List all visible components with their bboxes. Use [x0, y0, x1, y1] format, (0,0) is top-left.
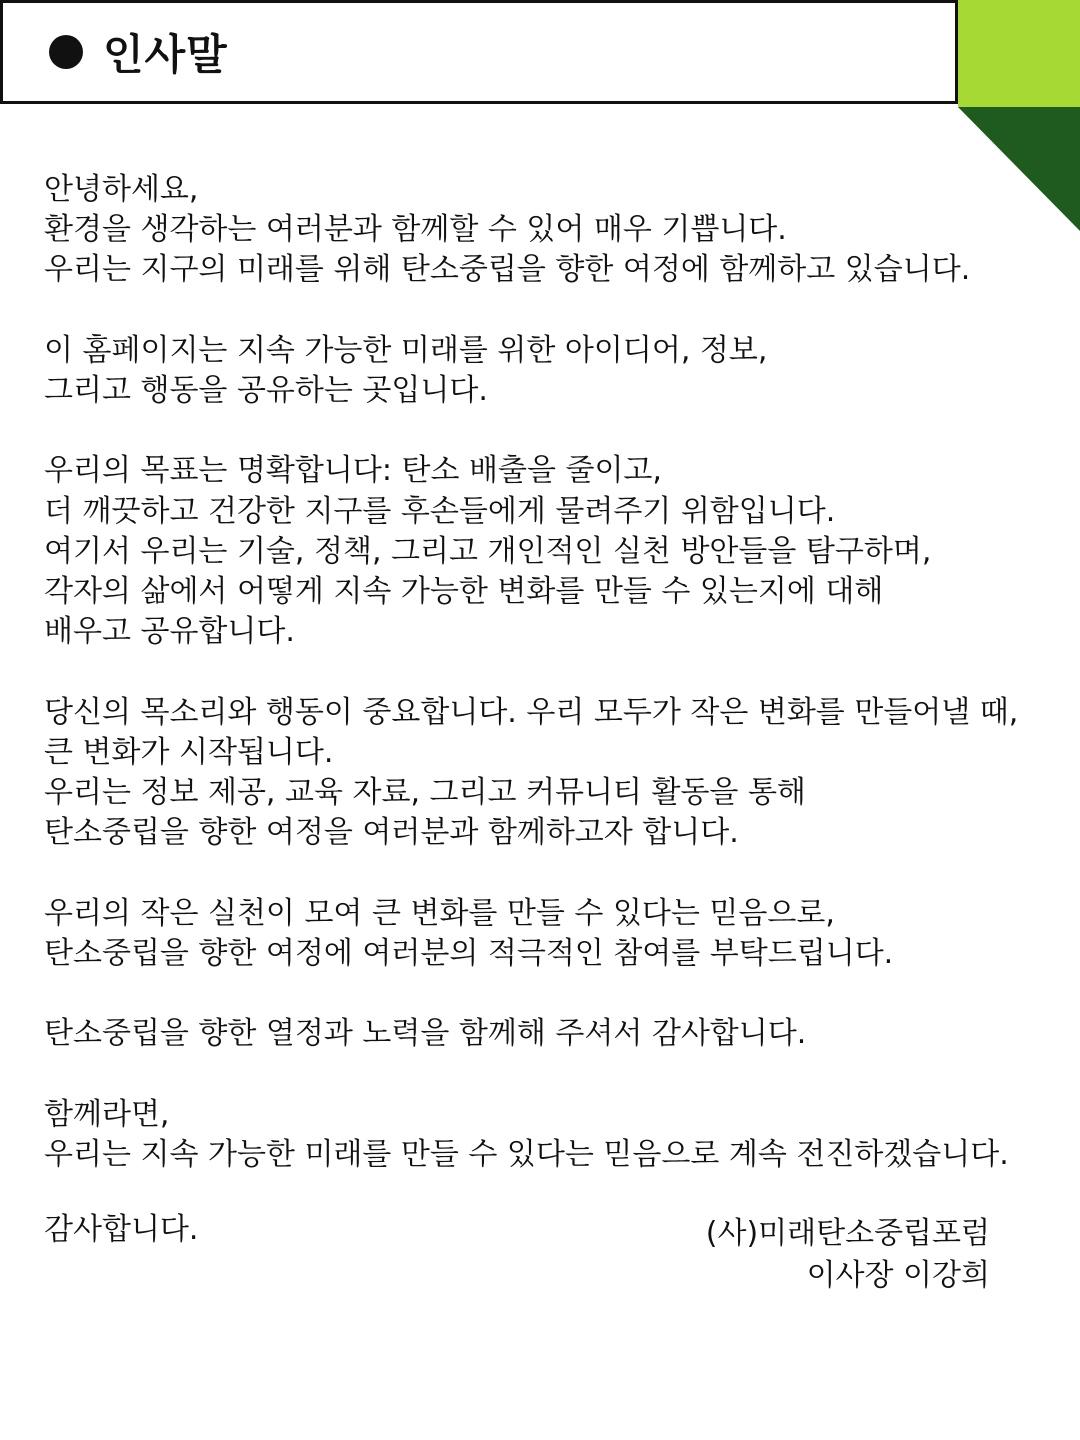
letter-line: 각자의 삶에서 어떻게 지속 가능한 변화를 만들 수 있는지에 대해	[44, 574, 884, 609]
letter-paragraph	[44, 331, 1024, 411]
header-title-group	[49, 22, 228, 82]
page-title: 인사말	[103, 30, 228, 79]
letter-line: 우리의 작은 실천이 모여 큰 변화를 만들 수 있다는 믿음으로,	[44, 895, 835, 931]
letter-line: 그리고 행동을 공유하는 곳입니다.	[44, 373, 488, 408]
letter-line: 안녕하세요,	[44, 172, 199, 207]
letter-line: 우리의 목표는 명확합니다: 탄소 배출을 줄이고,	[44, 453, 662, 489]
lime-accent-block	[958, 0, 1080, 107]
letter-line: 환경을 생각하는 여러분과 함께할 수 있어 매우 기쁩니다.	[44, 212, 787, 248]
letter-line: 우리는 정보 제공, 교육 자료, 그리고 커뮤니티 활동을 통해	[44, 775, 806, 810]
letter-line: 우리는 지속 가능한 미래를 만들 수 있다는 믿음으로 계속 전진하겠습니다.	[44, 1136, 1009, 1172]
signature-block	[706, 1213, 990, 1297]
letter-line: 여기서 우리는 기술, 정책, 그리고 개인적인 실천 방안들을 탐구하며,	[44, 533, 932, 569]
closing-text: 감사합니다.	[44, 1212, 199, 1247]
letter-line: 탄소중립을 향한 여정을 여러분과 함께하고자 합니다.	[44, 815, 739, 851]
letter-line: 더 깨끗하고 건강한 지구를 후손들에게 물려주기 위함입니다.	[44, 493, 836, 529]
letter-paragraph	[44, 451, 1024, 652]
letter-paragraph	[44, 894, 1024, 974]
letter-line: 함께라면,	[44, 1096, 170, 1132]
letter-paragraph	[44, 1014, 1024, 1054]
page-header	[0, 0, 958, 104]
letter-line: 배우고 공유합니다.	[44, 614, 295, 650]
letter-line: 큰 변화가 시작됩니다.	[44, 734, 334, 770]
letter-line: 당신의 목소리와 행동이 중요합니다. 우리 모두가 작은 변화를 만들어낼 때,	[44, 694, 1019, 730]
letter-paragraph	[44, 170, 1024, 291]
letter-paragraph	[44, 693, 1024, 854]
bullet-icon	[49, 35, 83, 69]
letter-line: 우리는 지구의 미래를 위해 탄소중립을 향한 여정에 함께하고 있습니다.	[44, 252, 971, 288]
signature-organization: (사)미래탄소중립포럼	[705, 1216, 990, 1251]
letter-line: 탄소중립을 향한 열정과 노력을 함께해 주셔서 감사합니다.	[44, 1016, 807, 1052]
letter-line: 이 홈페이지는 지속 가능한 미래를 위한 아이디어, 정보,	[44, 332, 768, 368]
letter-body	[44, 170, 1024, 1215]
letter-paragraph	[44, 1095, 1024, 1175]
letter-line: 탄소중립을 향한 여정에 여러분의 적극적인 참여를 부탁드립니다.	[44, 935, 894, 971]
signature-title-name: 이사장 이강희	[806, 1258, 990, 1293]
lime-accent-rect	[958, 0, 1080, 107]
